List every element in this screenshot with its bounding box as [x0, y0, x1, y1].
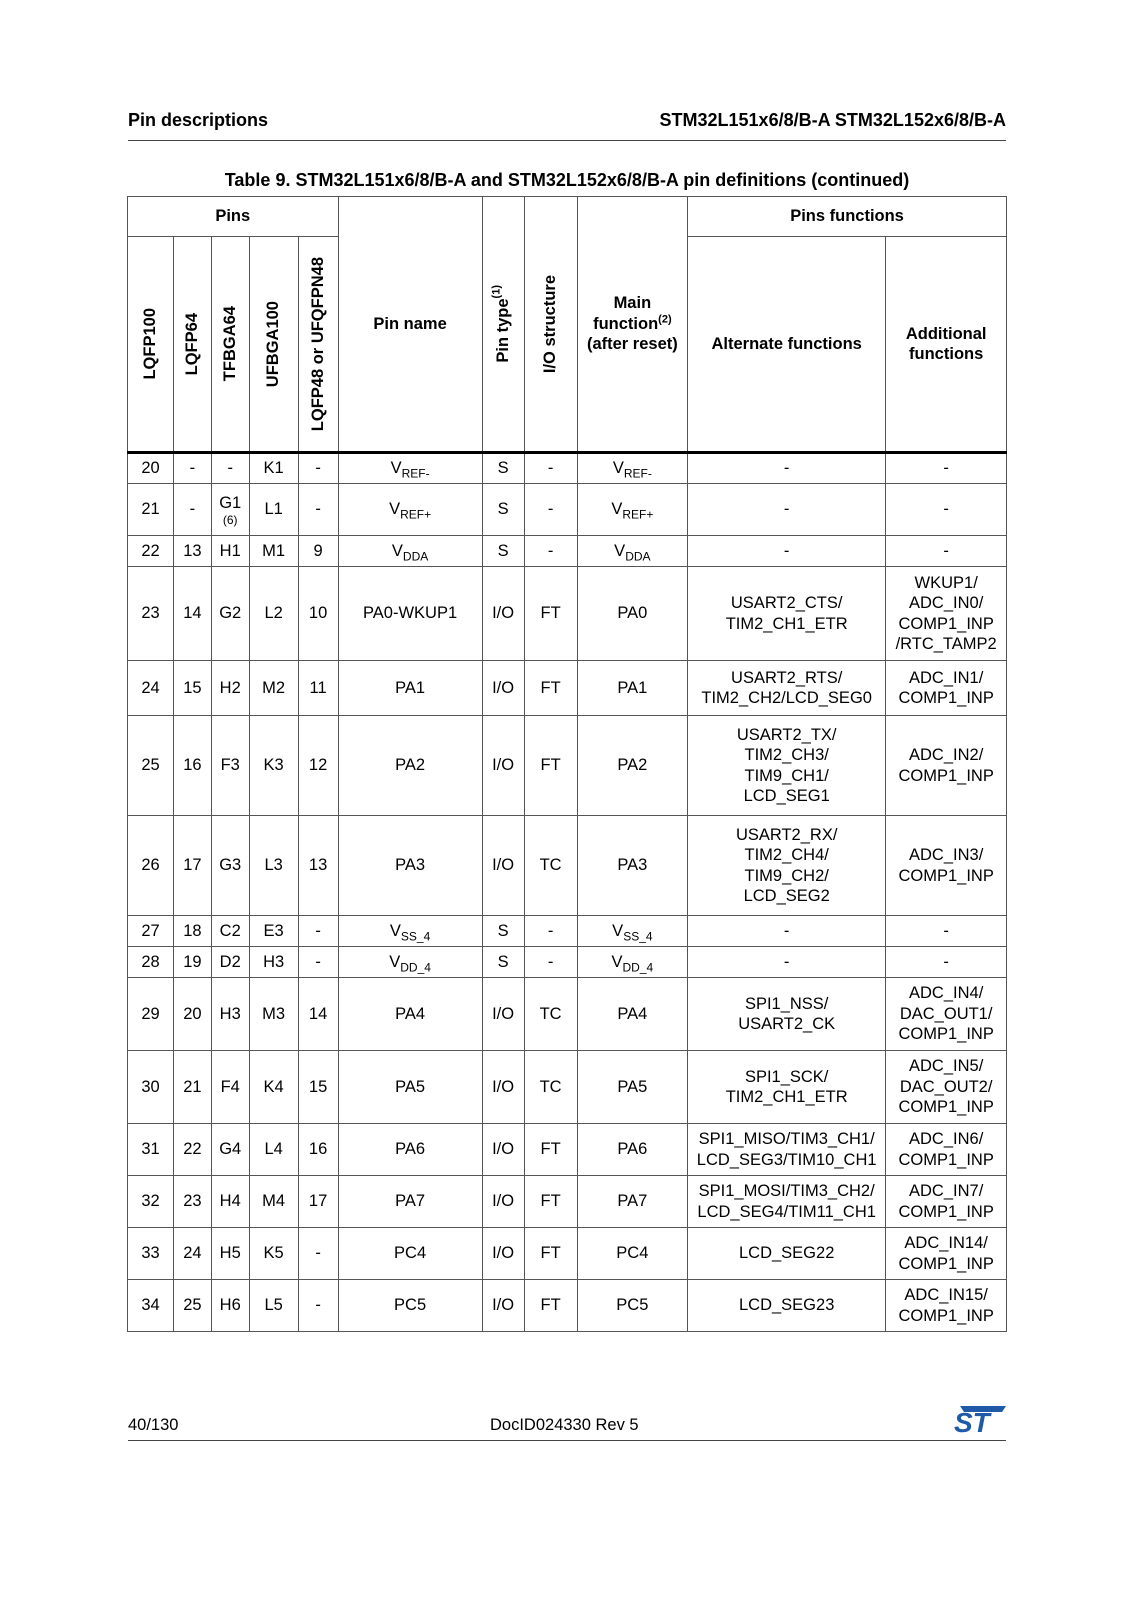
main-function-cell: PA4 [577, 978, 687, 1051]
io-structure-cell: FT [524, 1280, 577, 1332]
st-logo [950, 1404, 1006, 1434]
alternate-functions-cell: USART2_TX/ TIM2_CH3/ TIM9_CH1/ LCD_SEG1 [688, 716, 886, 816]
lqfp100-cell: 31 [128, 1124, 174, 1176]
lqfp64-cell: 22 [173, 1124, 211, 1176]
lqfp48-cell: 10 [298, 567, 338, 661]
table-row [128, 947, 1007, 978]
io-structure-cell: TC [524, 816, 577, 916]
pins-group-header: Pins [128, 197, 339, 237]
lqfp64-cell: 25 [173, 1280, 211, 1332]
pin-type-cell: S [482, 536, 524, 567]
ufbga100-cell: L3 [249, 816, 298, 916]
pin-type-cell: I/O [482, 567, 524, 661]
pin-name-cell: $V_{DDA}$ [338, 536, 482, 567]
lqfp64-cell: 18 [173, 916, 211, 947]
lqfp100-cell: 23 [128, 567, 174, 661]
tfbga64-header: TFBGA64 [211, 237, 249, 453]
lqfp64-cell: 16 [173, 716, 211, 816]
lqfp64-cell: - [173, 484, 211, 536]
additional-functions-cell: ADC_IN14/ COMP1_INP [886, 1228, 1007, 1280]
pin-type-cell: I/O [482, 978, 524, 1051]
table-row [128, 816, 1007, 916]
lqfp100-cell: 25 [128, 716, 174, 816]
lqfp100-cell: 21 [128, 484, 174, 536]
st-logo-text: ST [954, 1407, 990, 1434]
lqfp64-cell: 14 [173, 567, 211, 661]
table-row [128, 484, 1007, 536]
lqfp100-cell: 20 [128, 453, 174, 484]
tfbga64-cell: H5 [211, 1228, 249, 1280]
ufbga100-cell: K4 [249, 1051, 298, 1124]
io-structure-cell: - [524, 536, 577, 567]
ufbga100-cell: M1 [249, 536, 298, 567]
ufbga100-cell: H3 [249, 947, 298, 978]
lqfp64-cell: 15 [173, 661, 211, 716]
lqfp48-cell: 17 [298, 1176, 338, 1228]
lqfp64-cell: 20 [173, 978, 211, 1051]
pin-name-cell: PA3 [338, 816, 482, 916]
lqfp48-cell: - [298, 484, 338, 536]
lqfp64-cell: 13 [173, 536, 211, 567]
ufbga100-cell: K1 [249, 453, 298, 484]
main-function-cell: $V_{REF-}$ [577, 453, 687, 484]
pin-name-cell: $V_{REF+}$ [338, 484, 482, 536]
io-structure-cell: FT [524, 661, 577, 716]
main-function-cell: PA2 [577, 716, 687, 816]
additional-functions-cell: - [886, 916, 1007, 947]
lqfp100-cell: 27 [128, 916, 174, 947]
tfbga64-cell: G2 [211, 567, 249, 661]
ufbga100-cell: M3 [249, 978, 298, 1051]
pin-type-cell: I/O [482, 1280, 524, 1332]
pin-name-cell: $V_{SS\_4}$ [338, 916, 482, 947]
pin-name-cell: PA4 [338, 978, 482, 1051]
additional-functions-cell: - [886, 536, 1007, 567]
ufbga100-header: UFBGA100 [249, 237, 298, 453]
main-function-header: Main function$^{(2)}$ (after reset) [577, 197, 687, 453]
lqfp100-cell: 26 [128, 816, 174, 916]
main-function-cell: PA5 [577, 1051, 687, 1124]
pin-type-header: Pin type$^{(1)}$ [482, 197, 524, 453]
additional-functions-cell: ADC_IN4/ DAC_OUT1/ COMP1_INP [886, 978, 1007, 1051]
lqfp64-cell: 23 [173, 1176, 211, 1228]
document-title: STM32L151x6/8/B-A STM32L152x6/8/B-A [659, 110, 1006, 130]
lqfp48-cell: - [298, 1280, 338, 1332]
lqfp48-cell: - [298, 1228, 338, 1280]
ufbga100-cell: M4 [249, 1176, 298, 1228]
lqfp48-cell: - [298, 916, 338, 947]
table-row [128, 567, 1007, 661]
lqfp100-header: LQFP100 [128, 237, 174, 453]
table-row [128, 1176, 1007, 1228]
pin-name-cell: PA7 [338, 1176, 482, 1228]
lqfp48-cell: - [298, 453, 338, 484]
pin-name-cell: PA5 [338, 1051, 482, 1124]
main-function-cell: $V_{SS\_4}$ [577, 916, 687, 947]
additional-functions-cell: - [886, 947, 1007, 978]
additional-functions-cell: ADC_IN2/ COMP1_INP [886, 716, 1007, 816]
tfbga64-cell: C2 [211, 916, 249, 947]
pin-type-cell: S [482, 453, 524, 484]
pin-name-cell: PC5 [338, 1280, 482, 1332]
table-row [128, 536, 1007, 567]
lqfp48-header: LQFP48 or UFQFPN48 [298, 237, 338, 453]
lqfp48-cell: 14 [298, 978, 338, 1051]
alternate-functions-cell: SPI1_SCK/ TIM2_CH1_ETR [688, 1051, 886, 1124]
table-row [128, 978, 1007, 1051]
section-title: Pin descriptions [128, 110, 269, 130]
additional-functions-cell: ADC_IN1/ COMP1_INP [886, 661, 1007, 716]
additional-functions-header: Additional functions [886, 237, 1007, 453]
tfbga64-cell: - [211, 453, 249, 484]
lqfp64-cell: 19 [173, 947, 211, 978]
pin-name-cell: PA0-WKUP1 [338, 567, 482, 661]
lqfp64-cell: - [173, 453, 211, 484]
pin-type-cell: I/O [482, 661, 524, 716]
io-structure-cell: - [524, 453, 577, 484]
lqfp100-cell: 32 [128, 1176, 174, 1228]
tfbga64-cell: F3 [211, 716, 249, 816]
lqfp100-cell: 24 [128, 661, 174, 716]
pin-type-cell: I/O [482, 1228, 524, 1280]
main-function-cell: PA7 [577, 1176, 687, 1228]
additional-functions-cell: ADC_IN5/ DAC_OUT2/ COMP1_INP [886, 1051, 1007, 1124]
additional-functions-cell: ADC_IN15/ COMP1_INP [886, 1280, 1007, 1332]
lqfp100-cell: 29 [128, 978, 174, 1051]
lqfp48-cell: - [298, 947, 338, 978]
main-function-cell: $V_{REF+}$ [577, 484, 687, 536]
lqfp48-cell: 13 [298, 816, 338, 916]
main-function-cell: PA6 [577, 1124, 687, 1176]
footer-divider [128, 1440, 1006, 1441]
lqfp100-cell: 22 [128, 536, 174, 567]
io-structure-cell: - [524, 916, 577, 947]
ufbga100-cell: M2 [249, 661, 298, 716]
lqfp64-header: LQFP64 [173, 237, 211, 453]
page-number: 40/130 [128, 1416, 179, 1434]
additional-functions-cell: - [886, 453, 1007, 484]
table-caption: Table 9. STM32L151x6/8/B-A and STM32L152x6/8/B-A pin definitions (continued) [224, 170, 910, 190]
alternate-functions-cell: SPI1_MOSI/TIM3_CH2/ LCD_SEG4/TIM11_CH1 [688, 1176, 886, 1228]
lqfp48-cell: 15 [298, 1051, 338, 1124]
pin-type-cell: S [482, 947, 524, 978]
io-structure-cell: FT [524, 567, 577, 661]
alternate-functions-cell: LCD_SEG23 [688, 1280, 886, 1332]
pin-type-cell: I/O [482, 1176, 524, 1228]
lqfp64-cell: 21 [173, 1051, 211, 1124]
pin-type-cell: I/O [482, 716, 524, 816]
tfbga64-cell: H2 [211, 661, 249, 716]
tfbga64-cell: H3 [211, 978, 249, 1051]
io-structure-cell: FT [524, 1228, 577, 1280]
tfbga64-cell: G4 [211, 1124, 249, 1176]
io-structure-cell: FT [524, 1176, 577, 1228]
main-function-cell: PA3 [577, 816, 687, 916]
table-row [128, 453, 1007, 484]
document-id: DocID024330 Rev 5 [490, 1416, 639, 1434]
ufbga100-cell: L5 [249, 1280, 298, 1332]
ufbga100-cell: L1 [249, 484, 298, 536]
pin-type-cell: S [482, 916, 524, 947]
alternate-functions-cell: SPI1_NSS/ USART2_CK [688, 978, 886, 1051]
alternate-functions-cell: - [688, 536, 886, 567]
lqfp100-cell: 34 [128, 1280, 174, 1332]
pin-definitions-table [127, 196, 1007, 1332]
pins-functions-group-header: Pins functions [688, 197, 1007, 237]
additional-functions-cell: ADC_IN7/ COMP1_INP [886, 1176, 1007, 1228]
alternate-functions-cell: USART2_RTS/ TIM2_CH2/LCD_SEG0 [688, 661, 886, 716]
io-structure-cell: - [524, 484, 577, 536]
alternate-functions-cell: LCD_SEG22 [688, 1228, 886, 1280]
main-function-cell: PC5 [577, 1280, 687, 1332]
lqfp100-cell: 33 [128, 1228, 174, 1280]
tfbga64-cell: G3 [211, 816, 249, 916]
pin-name-cell: PC4 [338, 1228, 482, 1280]
lqfp64-cell: 17 [173, 816, 211, 916]
alternate-functions-header: Alternate functions [688, 237, 886, 453]
pin-type-cell: I/O [482, 1124, 524, 1176]
alternate-functions-cell: SPI1_MISO/TIM3_CH1/ LCD_SEG3/TIM10_CH1 [688, 1124, 886, 1176]
pin-name-cell: PA1 [338, 661, 482, 716]
lqfp100-cell: 28 [128, 947, 174, 978]
pin-name-cell: $V_{DD\_4}$ [338, 947, 482, 978]
io-structure-cell: FT [524, 1124, 577, 1176]
ufbga100-cell: E3 [249, 916, 298, 947]
tfbga64-cell: G1 (6) [211, 484, 249, 536]
table-row [128, 1228, 1007, 1280]
io-structure-cell: - [524, 947, 577, 978]
lqfp48-cell: 12 [298, 716, 338, 816]
alternate-functions-cell: - [688, 947, 886, 978]
table-row [128, 1124, 1007, 1176]
additional-functions-cell: WKUP1/ ADC_IN0/ COMP1_INP /RTC_TAMP2 [886, 567, 1007, 661]
additional-functions-cell: ADC_IN6/ COMP1_INP [886, 1124, 1007, 1176]
table-row [128, 1280, 1007, 1332]
pin-type-cell: S [482, 484, 524, 536]
tfbga64-cell: H1 [211, 536, 249, 567]
tfbga64-cell: F4 [211, 1051, 249, 1124]
additional-functions-cell: ADC_IN3/ COMP1_INP [886, 816, 1007, 916]
alternate-functions-cell: - [688, 916, 886, 947]
alternate-functions-cell: - [688, 484, 886, 536]
pin-name-cell: PA6 [338, 1124, 482, 1176]
ufbga100-cell: L2 [249, 567, 298, 661]
alternate-functions-cell: USART2_CTS/ TIM2_CH1_ETR [688, 567, 886, 661]
alternate-functions-cell: - [688, 453, 886, 484]
io-structure-cell: TC [524, 978, 577, 1051]
pin-rows [128, 453, 1007, 1332]
tfbga64-cell: H4 [211, 1176, 249, 1228]
table-row [128, 661, 1007, 716]
tfbga64-cell: D2 [211, 947, 249, 978]
lqfp100-cell: 30 [128, 1051, 174, 1124]
main-function-cell: PA0 [577, 567, 687, 661]
main-function-cell: $V_{DD\_4}$ [577, 947, 687, 978]
main-function-cell: $V_{DDA}$ [577, 536, 687, 567]
pin-name-header: Pin name [338, 197, 482, 453]
table-row [128, 1051, 1007, 1124]
main-function-cell: PC4 [577, 1228, 687, 1280]
additional-functions-cell: - [886, 484, 1007, 536]
ufbga100-cell: L4 [249, 1124, 298, 1176]
table-row [128, 716, 1007, 816]
pin-name-cell: $V_{REF-}$ [338, 453, 482, 484]
pin-name-cell: PA2 [338, 716, 482, 816]
lqfp48-cell: 11 [298, 661, 338, 716]
pin-type-cell: I/O [482, 1051, 524, 1124]
ufbga100-cell: K5 [249, 1228, 298, 1280]
header-divider [128, 140, 1006, 141]
io-structure-header: I/O structure [524, 197, 577, 453]
lqfp48-cell: 16 [298, 1124, 338, 1176]
main-function-cell: PA1 [577, 661, 687, 716]
io-structure-cell: TC [524, 1051, 577, 1124]
pin-type-cell: I/O [482, 816, 524, 916]
tfbga64-cell: H6 [211, 1280, 249, 1332]
ufbga100-cell: K3 [249, 716, 298, 816]
lqfp64-cell: 24 [173, 1228, 211, 1280]
table-row [128, 916, 1007, 947]
alternate-functions-cell: USART2_RX/ TIM2_CH4/ TIM9_CH2/ LCD_SEG2 [688, 816, 886, 916]
io-structure-cell: FT [524, 716, 577, 816]
lqfp48-cell: 9 [298, 536, 338, 567]
